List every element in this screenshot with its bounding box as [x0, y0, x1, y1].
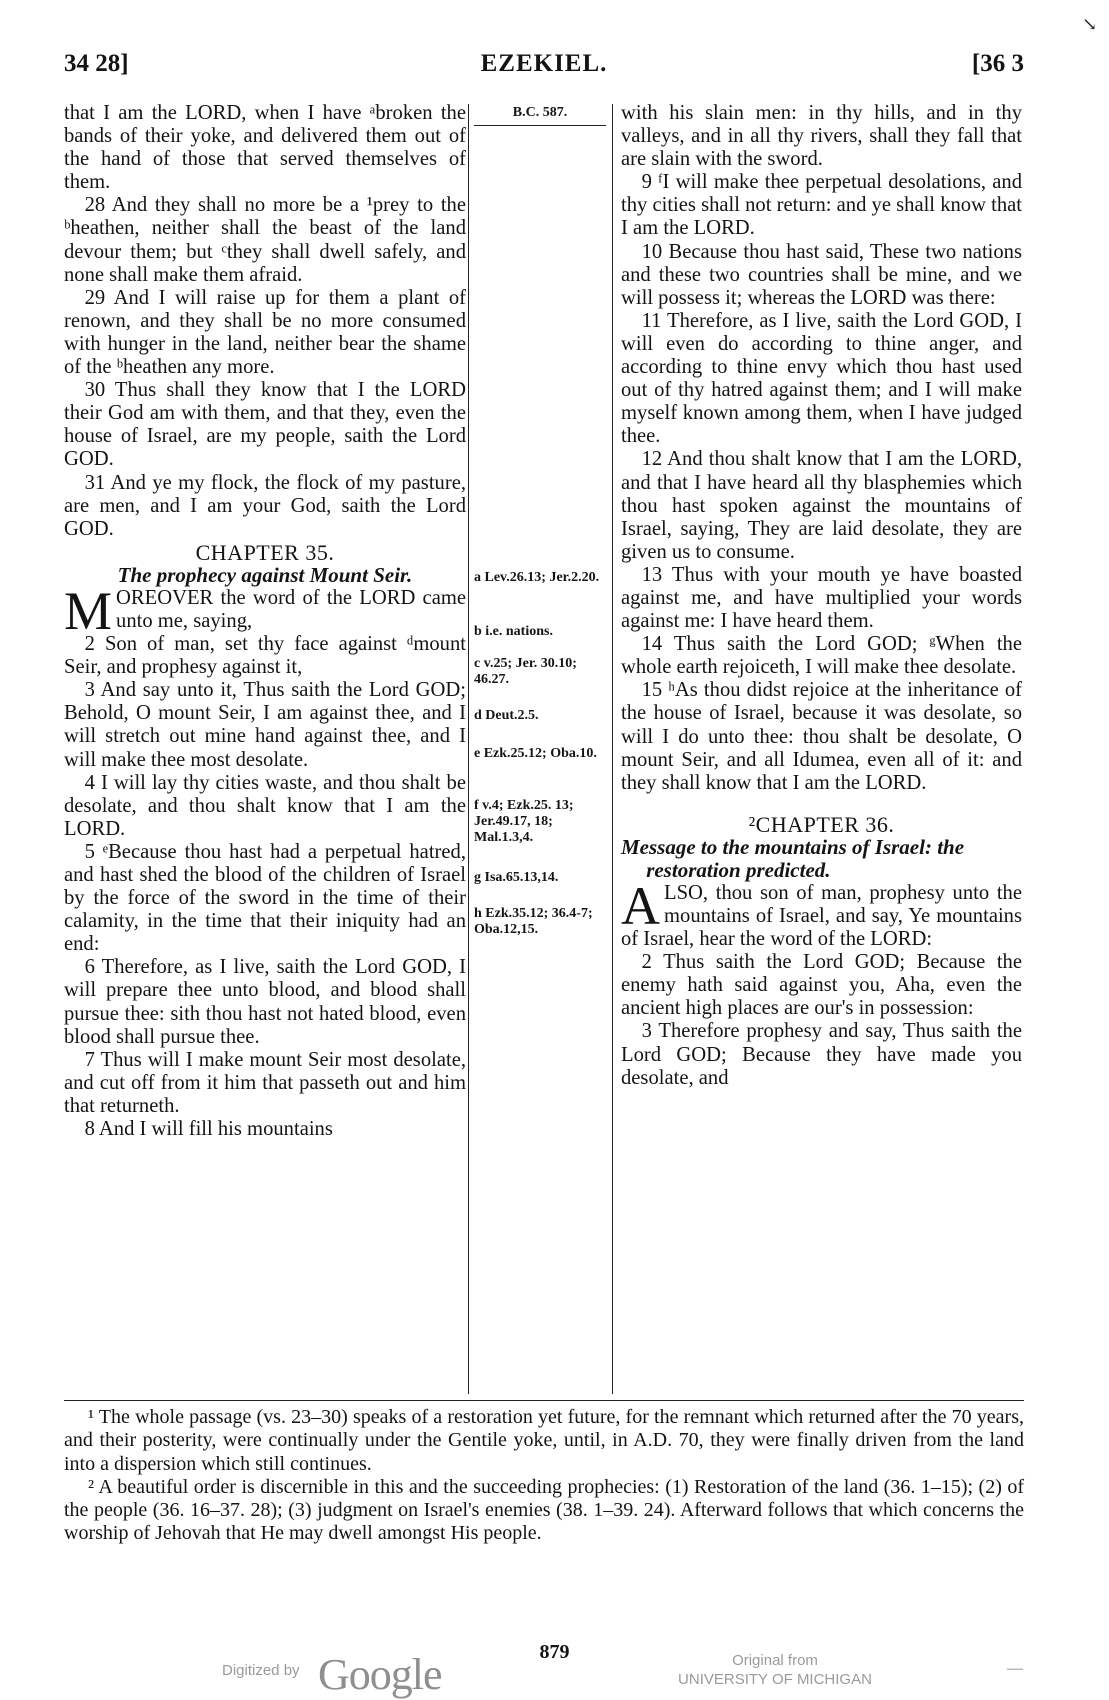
verse-36-1-text: LSO, thou son of man, prophesy unto the mountains of Israel, and say, Ye mountains of Israel, hear the word of the LORD:	[621, 881, 1022, 951]
chapter-35-heading: CHAPTER 35.	[195, 539, 335, 565]
chapter-36-subtitle: Message to the mountains of Israel: the restoration predicted.	[621, 834, 965, 882]
header-right: [36 3	[971, 50, 1024, 77]
right-text-column	[621, 102, 1022, 1090]
left-text-column	[64, 102, 466, 1141]
footnote-1: ¹ The whole passage (vs. 23–30) speaks of a restoration yet future, for the remnant which returned after the 70 years, and their posterity, were continually under the Gentile yoke, until, in A.D. 70, they were finally driven from the land into a dispersion which still continues.	[64, 1406, 1024, 1475]
verse-1-text: OREOVER the word of the LORD came unto me, saying,	[116, 586, 466, 632]
verse-15: 15 ʰAs thou didst rejoice at the inheritance of the house of Israel, because it was desolate, so will I do unto thee: thou shalt be desolate, O mount Seir, and all Idumea, even all of it: and they shall know that I am the LORD.	[621, 679, 1022, 794]
margin-mark: —	[1007, 1660, 1023, 1677]
footnote-2: ² A beautiful order is discernible in this and the succeeding prophecies: (1) Restoration of the land (36. 1–15); (2) of the people (36. 16–37. 28); (3) judgment on Israel's enemies (38. 1–39. 24). Afterward follows that which concerns the worship of Jehovah that He may dwell amongst His people.	[64, 1475, 1024, 1545]
header-left: 34 28]	[64, 50, 129, 77]
university-label: UNIVERSITY OF MICHIGAN	[678, 1671, 872, 1688]
verse-1	[64, 580, 466, 641]
cross-reference: e Ezk.25.12; Oba.10.	[474, 746, 597, 761]
verse-12: 12 And thou shalt know that I am the LORD, and that I have heard all thy blasphemies which thou hast spoken against the mountains of Israel, saying, They are laid desolate, they are given us to consume.	[621, 448, 1022, 563]
verse-6: 6 Therefore, as I live, saith the Lord GOD, I will prepare thee unto blood, and blood shall pursue thee: sith thou hast not hated blood, even blood shall pursue thee.	[64, 956, 466, 1048]
verse-4: 4 I will lay thy cities waste, and thou shalt be desolate, and thou shalt know that I am the LORD.	[64, 771, 466, 840]
cross-reference: d Deut.2.5.	[474, 708, 539, 723]
chapter-35-subtitle: The prophecy against Mount Seir.	[117, 562, 413, 587]
header-title: EZEKIEL.	[480, 50, 608, 77]
verse-10: 10 Because thou hast said, These two nations and these two countries shall be mine, and we will possess it; whereas the LORD was there:	[621, 240, 1022, 309]
verse-9: 9 ᶠI will make thee perpetual desolations, and thy cities shall not return: and ye shall know that I am the LORD.	[621, 171, 1022, 240]
reference-column	[474, 102, 606, 937]
verse-36-1	[621, 875, 1022, 951]
cross-reference: b i.e. nations.	[474, 624, 553, 639]
chapter-36-heading: ²CHAPTER 36.	[748, 811, 895, 837]
date-label: B.C. 587.	[474, 105, 606, 126]
verse-3: 3 And say unto it, Thus saith the Lord GOD; Behold, O mount Seir, I am against thee, and I will stretch out mine hand against thee, and I will make thee most desolate.	[64, 679, 466, 771]
verse-28: 28 And they shall no more be a ¹prey to the ᵇheathen, neither shall the beast of the land devour them; but ᶜthey shall dwell safely, and none shall make them afraid.	[64, 194, 466, 286]
verse-14: 14 Thus saith the Lord GOD; ᵍWhen the whole earth rejoiceth, I will make thee desolate.	[621, 633, 1022, 679]
source-attribution	[660, 1651, 890, 1689]
verse-8-end: with his slain men: in thy hills, and in thy valleys, and in all thy rivers, shall they fall that are slain with the sword.	[621, 102, 1022, 171]
verse-30: 30 Thus shall they know that I the LORD their God am with them, and that they, even the house of Israel, are my people, saith the Lord GOD.	[64, 379, 466, 471]
drop-cap-m: M	[64, 580, 113, 641]
running-header	[64, 50, 1024, 84]
cross-reference: h Ezk.35.12; 36.4-7; Oba.12,15.	[474, 906, 593, 937]
verse-36-2: 2 Thus saith the Lord GOD; Because the enemy hath said against you, Aha, even the ancient high places are our's in possession:	[621, 951, 1022, 1020]
cross-reference: a Lev.26.13; Jer.2.20.	[474, 570, 600, 585]
cross-reference: f v.4; Ezk.25. 13; Jer.49.17, 18; Mal.1.3,4.	[474, 798, 574, 845]
verse-31: 31 And ye my flock, the flock of my pasture, are men, and I am your God, saith the Lord GOD.	[64, 471, 466, 540]
column-rule-right	[612, 104, 613, 1394]
drop-cap-a: A	[621, 875, 660, 936]
verse-29: 29 And I will raise up for them a plant of renown, and they shall be no more consumed with hunger in the land, neither bear the shame of the ᵇheathen any more.	[64, 286, 466, 379]
footnotes	[64, 1406, 1024, 1546]
footnote-divider	[64, 1400, 1024, 1401]
original-from-label: Original from	[732, 1652, 818, 1669]
google-logo: Google	[318, 1650, 442, 1699]
verse-7: 7 Thus will I make mount Seir most desolate, and cut off from it him that passeth out and him that returneth.	[64, 1048, 466, 1117]
verse-11: 11 Therefore, as I live, saith the Lord GOD, I will even do according to thine anger, and according to thine envy which thou hast used out of thy hatred against them; and I will make myself known among them, when I have judged thee.	[621, 309, 1022, 448]
verse-13: 13 Thus with your mouth ye have boasted against me, and have multiplied your words against me: I have heard them.	[621, 563, 1022, 633]
cross-reference: g Isa.65.13,14.	[474, 870, 559, 885]
verse-36-3: 3 Therefore prophesy and say, Thus saith the Lord GOD; Because they have made you desolate, and	[621, 1020, 1022, 1089]
verse-27-end: that I am the LORD, when I have ᵃbroken the bands of their yoke, and delivered them out of the hand of those that served themselves of them.	[64, 102, 466, 194]
verse-5: 5 ᵉBecause thou hast had a perpetual hatred, and hast shed the blood of the children of Israel by the force of the sword in the time of their calamity, in the time that their iniquity had an end:	[64, 840, 466, 956]
column-rule-left	[468, 104, 469, 1394]
digitized-by-label: Digitized by	[222, 1662, 300, 1679]
verse-2: 2 Son of man, set thy face against ᵈmount Seir, and prophesy against it,	[64, 633, 466, 679]
corner-mark: ↘	[1082, 14, 1098, 34]
verse-8-start: 8 And I will fill his mountains	[84, 1118, 333, 1141]
page-number: 879	[539, 1641, 570, 1663]
cross-reference: c v.25; Jer. 30.10; 46.27.	[474, 656, 577, 687]
